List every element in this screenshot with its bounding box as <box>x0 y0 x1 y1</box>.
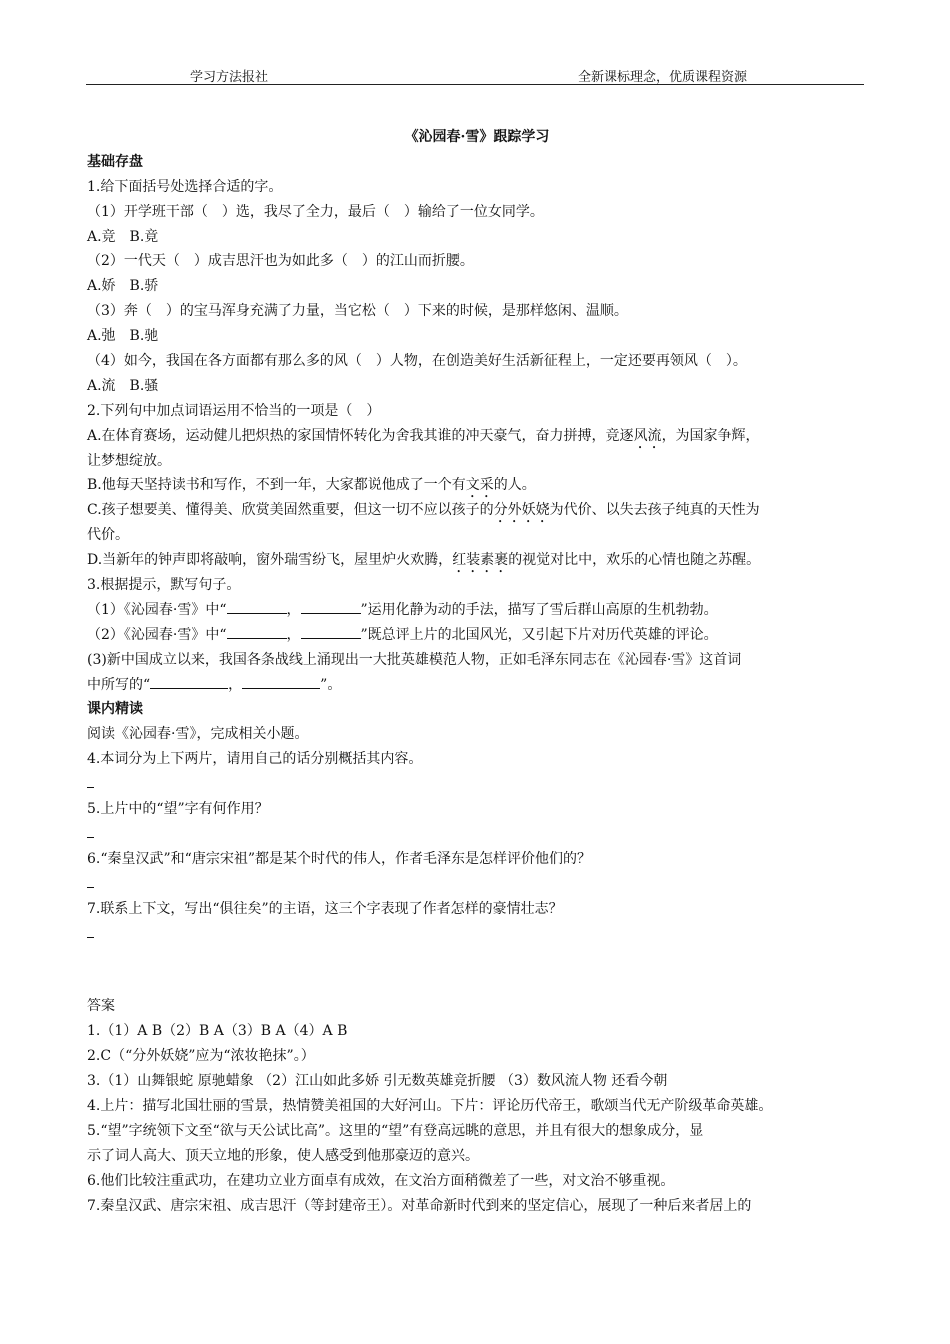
q3-p1-prefix: （1）《沁园春·雪》中“ <box>87 601 227 618</box>
q7-answer-mark <box>87 925 94 938</box>
answer-4: 4.上片：描写北国壮丽的雪景，热情赞美祖国的大好河山。下片：评论历代帝王，歌颂当代无产阶级革命英雄。 <box>87 1097 773 1114</box>
q2-a-dotted-word: 风流 <box>633 427 662 444</box>
answer-3: 3.（1）山舞银蛇 原驰蜡象 （2）江山如此多娇 引无数英雄竞折腰 （3）数风流人物 还看今朝 <box>87 1073 668 1090</box>
q1-part2: （2）一代天（ ）成吉思汗也为如此多（ ）的江山而折腰。 <box>87 253 474 270</box>
answer-2: 2.C（“分外妖娆”应为“浓妆艳抹”。） <box>87 1048 315 1065</box>
q2-c-dotted-word: 分外妖娆 <box>493 502 550 519</box>
q2-stem: 2.下列句中加点词语运用不恰当的一项是（ ） <box>87 402 381 419</box>
q2-option-a-cont: 让梦想绽放。 <box>87 452 171 469</box>
q6-stem: 6.“秦皇汉武”和“唐宗宋祖”都是某个时代的伟人，作者毛泽东是怎样评价他们的？ <box>87 850 591 867</box>
q2-option-c <box>87 498 867 523</box>
answer-6: 6.他们比较注重武功，在建功立业方面卓有成效，在文治方面稍微差了一些，对文治不够重视。 <box>87 1172 675 1189</box>
q3-p1-blank-2[interactable] <box>301 599 361 614</box>
worksheet-body <box>87 125 867 1218</box>
q6-answer-mark <box>87 875 94 888</box>
q2-option-a <box>87 424 867 449</box>
header-publisher: 学习方法报社 <box>190 70 269 85</box>
q4-answer-line[interactable] <box>87 772 867 797</box>
q1-part3: （3）奔（ ）的宝马浑身充满了力量，当它松（ ）下来的时候，是那样悠闲、温顺。 <box>87 303 628 320</box>
section-basic-heading: 基础存盘 <box>87 153 143 170</box>
q3-p2-blank-2[interactable] <box>301 624 361 639</box>
answer-5: 5.“望”字统领下文至“欲与天公试比高”。这里的“望”有登高远眺的意思，并且有很大的想象成分，显 <box>87 1122 704 1139</box>
q3-p1-suffix: ”运用化静为动的手法，描写了雪后群山高原的生机勃勃。 <box>360 601 718 618</box>
q2-option-c-cont: 代价。 <box>87 527 129 544</box>
q1-part2-options: A.娇 B.骄 <box>87 278 159 295</box>
answer-5-cont: 示了词人高大、顶天立地的形象，使人感受到他那豪迈的意兴。 <box>87 1147 479 1164</box>
q2-a-text2: ，为国家争辉， <box>661 427 760 444</box>
q2-option-d <box>87 548 867 573</box>
q1-part1-options: A.竞 B.竟 <box>87 228 159 245</box>
q1-part4-options: A.流 B.骚 <box>87 377 159 394</box>
q6-answer-line[interactable] <box>87 872 867 897</box>
q4-stem: 4.本词分为上下两片，请用自己的话分别概括其内容。 <box>87 751 423 768</box>
q3-p2-prefix: （2）《沁园春·雪》中“ <box>87 626 227 643</box>
q3-p3-blank-2[interactable] <box>242 674 320 689</box>
header-slogan: 全新课标理念，优质课程资源 <box>578 70 748 85</box>
q1-part3-options: A.弛 B.驰 <box>87 328 159 345</box>
q1-part1: （1）开学班干部（ ）选，我尽了全力，最后（ ）输给了一位女同学。 <box>87 203 544 220</box>
q4-answer-mark <box>87 775 94 788</box>
q2-option-b <box>87 473 867 498</box>
q2-c-text1: C.孩子想要美、懂得美、欣赏美固然重要，但这一切不应以孩子的 <box>87 502 494 519</box>
q3-p1-sep: ， <box>286 601 301 618</box>
q5-stem: 5.上片中的“望”字有何作用？ <box>87 801 269 818</box>
q3-p2-suffix: ”既总评上片的北国风光，又引起下片对历代英雄的评论。 <box>360 626 718 643</box>
q2-b-text1: B.他每天坚持读书和写作，不到一年，大家都说他成了一个有 <box>87 477 466 494</box>
q3-p2-sep: ， <box>286 626 301 643</box>
q5-answer-mark <box>87 825 94 838</box>
section-reading-heading: 课内精读 <box>87 701 143 718</box>
q3-p3-sep: ， <box>228 676 243 693</box>
q2-b-dotted-word: 文采 <box>465 477 494 494</box>
page-title: 《沁园春·雪》跟踪学习 <box>404 129 550 145</box>
q3-p2-blank-1[interactable] <box>227 624 287 639</box>
spacer <box>87 946 867 994</box>
q2-d-dotted-word: 红装素裹 <box>452 552 509 569</box>
q1-stem: 1.给下面括号处选择合适的字。 <box>87 178 283 195</box>
q3-p3-blank-1[interactable] <box>150 674 228 689</box>
q3-stem: 3.根据提示，默写句子。 <box>87 577 241 594</box>
q2-c-text2: 为代价、以失去孩子纯真的天性为 <box>549 502 760 519</box>
q2-a-text1: A.在体育赛场，运动健儿把炽热的家国情怀转化为舍我其谁的冲天豪气，奋力拼搏，竞逐 <box>87 427 634 444</box>
q3-part3: (3)新中国成立以来，我国各条战线上涌现出一大批英雄模范人物，正如毛泽东同志在《沁园春·雪》这首词 <box>87 651 742 668</box>
q3-p3-suffix: ”。 <box>320 676 342 693</box>
answer-7: 7.秦皇汉武、唐宗宋祖、成吉思汗（等封建帝王）。对革命新时代到来的坚定信心，展现了一种后来者居上的 <box>87 1197 752 1214</box>
header-divider <box>86 84 864 85</box>
q2-b-text2: 的人。 <box>493 477 536 494</box>
q5-answer-line[interactable] <box>87 822 867 847</box>
answers-heading: 答案 <box>87 998 115 1015</box>
q7-answer-line[interactable] <box>87 922 867 947</box>
q3-p1-blank-1[interactable] <box>227 599 287 614</box>
q1-part4: （4）如今，我国在各方面都有那么多的风（ ）人物，在创造美好生活新征程上，一定还要再领风（ ）。 <box>87 353 747 370</box>
q2-d-text1: D.当新年的钟声即将敲响，窗外瑞雪纷飞，屋里炉火欢腾， <box>87 552 453 569</box>
reading-intro: 阅读《沁园春·雪》，完成相关小题。 <box>87 726 309 743</box>
q3-part3-cont <box>87 673 867 698</box>
answer-1: 1.（1）A B（2）B A（3）B A（4）A B <box>87 1023 348 1040</box>
q3-part2 <box>87 623 867 648</box>
q7-stem: 7.联系上下文，写出“俱往矣”的主语，这三个字表现了作者怎样的豪情壮志？ <box>87 900 563 917</box>
q3-p3-prefix: 中所写的“ <box>87 676 151 693</box>
q2-d-text2: 的视觉对比中，欢乐的心情也随之苏醒。 <box>508 552 761 569</box>
q3-part1 <box>87 598 867 623</box>
